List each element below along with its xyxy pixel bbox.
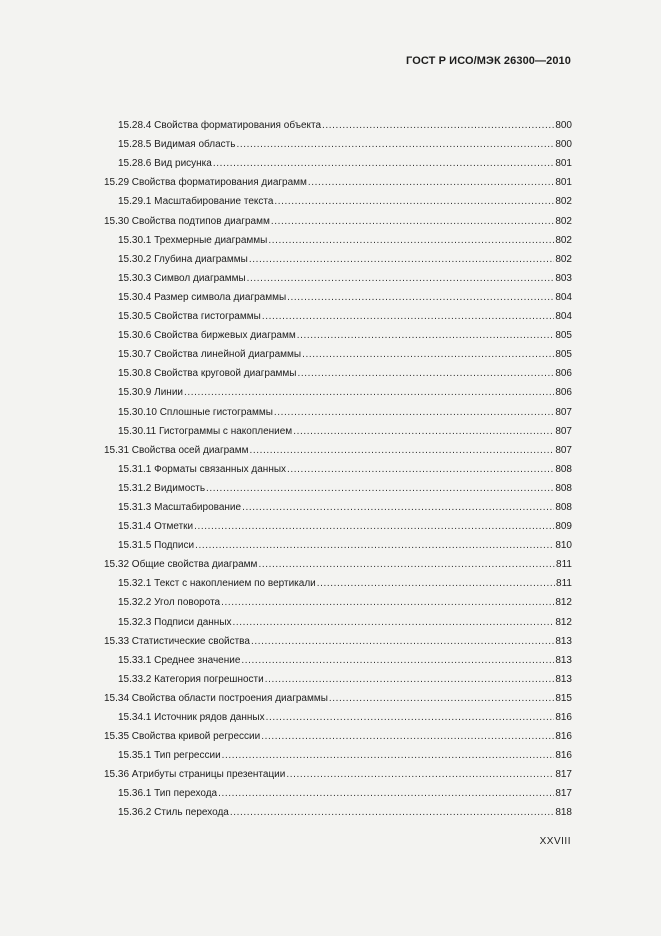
toc-entry-label: 15.31.2 Видимость <box>118 482 206 494</box>
toc-entry <box>0 441 661 460</box>
toc-entry-page: 808 <box>555 463 572 475</box>
toc-entry <box>0 364 661 383</box>
toc-entry-page: 813 <box>555 673 572 685</box>
toc-entry-page: 817 <box>555 788 572 800</box>
toc-entry-label: 15.33 Статистические свойства <box>104 635 250 647</box>
toc-entry <box>0 479 661 498</box>
toc-entry <box>0 612 661 631</box>
toc-leader-dots <box>329 693 554 705</box>
toc-entry-label: 15.31.5 Подписи <box>118 540 195 552</box>
toc-leader-dots <box>230 807 554 819</box>
toc-entry <box>0 727 661 746</box>
toc-entry-label: 15.30.11 Гистограммы с накоплением <box>118 425 293 437</box>
toc-leader-dots <box>274 196 554 208</box>
toc-entry <box>0 689 661 708</box>
toc-leader-dots <box>287 464 554 476</box>
toc-entry-label: 15.31.4 Отметки <box>118 521 194 533</box>
toc-leader-dots <box>261 731 554 743</box>
toc-entry-page: 817 <box>555 769 572 781</box>
toc-leader-dots <box>297 330 555 342</box>
toc-entry <box>0 460 661 479</box>
toc-entry <box>0 154 661 173</box>
toc-entry <box>0 555 661 574</box>
toc-entry-label: 15.28.4 Свойства форматирования объекта <box>118 120 322 132</box>
toc-entry <box>0 517 661 536</box>
toc-entry <box>0 746 661 765</box>
toc-entry <box>0 765 661 784</box>
toc-entry-page: 802 <box>555 215 572 227</box>
toc-entry-label: 15.30.6 Свойства биржевых диаграмм <box>118 330 296 342</box>
toc-entry <box>0 135 661 154</box>
toc-leader-dots <box>247 273 555 285</box>
toc-entry-page: 813 <box>555 654 572 666</box>
toc-entry <box>0 536 661 555</box>
toc-entry-page: 802 <box>555 234 572 246</box>
toc-entry <box>0 307 661 326</box>
toc-entry-page: 816 <box>555 712 572 723</box>
toc-entry-label: 15.30.9 Линии <box>118 387 183 399</box>
toc-entry <box>0 803 661 822</box>
toc-entry <box>0 784 661 803</box>
toc-entry-label: 15.30.4 Размер символа диаграммы <box>118 291 287 303</box>
toc-entry-label: 15.30.1 Трехмерные диаграммы <box>118 234 268 246</box>
toc-leader-dots <box>297 368 554 380</box>
toc-entry <box>0 632 661 651</box>
toc-entry-page: 801 <box>555 158 572 170</box>
toc-leader-dots <box>265 674 555 686</box>
toc-entry-label: 15.34.1 Источник рядов данных <box>118 712 265 723</box>
toc-leader-dots <box>308 177 554 189</box>
toc-entry <box>0 574 661 593</box>
toc-entry-label: 15.30.8 Свойства круговой диаграммы <box>118 368 297 380</box>
toc-leader-dots <box>233 617 555 629</box>
toc-entry-label: 15.36.2 Стиль перехода <box>118 807 229 819</box>
toc-leader-dots <box>274 407 554 419</box>
page-number: XXVIII <box>539 836 571 847</box>
toc-entry-page: 804 <box>555 291 572 303</box>
toc-entry-label: 15.28.5 Видимая область <box>118 139 236 151</box>
toc-entry <box>0 383 661 402</box>
toc-leader-dots <box>249 445 554 457</box>
toc-entry <box>0 498 661 517</box>
toc-entry <box>0 593 661 612</box>
toc-entry-label: 15.32.2 Угол поворота <box>118 597 221 609</box>
toc-leader-dots <box>184 387 554 399</box>
toc-entry-page: 818 <box>555 807 572 819</box>
toc-entry-page: 802 <box>555 253 572 265</box>
toc-leader-dots <box>222 750 555 762</box>
toc-entry-page: 812 <box>555 597 572 609</box>
toc-entry <box>0 116 661 135</box>
toc-entry-label: 15.31.3 Масштабирование <box>118 501 242 513</box>
toc-entry-label: 15.32.1 Текст с накоплением по вертикали <box>118 578 316 590</box>
toc-leader-dots <box>268 235 554 247</box>
toc-entry-label: 15.32 Общие свойства диаграмм <box>104 559 258 571</box>
document-header: ГОСТ Р ИСО/МЭК 26300—2010 <box>406 55 571 67</box>
toc-entry-label: 15.30.7 Свойства линейной диаграммы <box>118 349 302 361</box>
toc-entry-label: 15.29.1 Масштабирование текста <box>118 196 274 208</box>
toc-entry <box>0 422 661 441</box>
toc-entry-label: 15.30.5 Свойства гистограммы <box>118 311 261 323</box>
toc-entry <box>0 651 661 670</box>
toc-entry-page: 807 <box>555 444 572 456</box>
toc-entry <box>0 326 661 345</box>
toc-leader-dots <box>266 712 555 724</box>
toc-entry <box>0 211 661 230</box>
toc-entry-page: 813 <box>555 635 572 647</box>
toc-entry-page: 812 <box>555 616 572 628</box>
toc-entry-page: 805 <box>555 330 572 342</box>
toc-entry-page: 810 <box>555 540 572 552</box>
toc-entry-page: 809 <box>555 521 572 533</box>
toc-entry <box>0 670 661 689</box>
toc-entry-page: 811 <box>556 559 572 571</box>
toc-leader-dots <box>213 158 554 170</box>
toc-entry-label: 15.30.2 Глубина диаграммы <box>118 253 248 265</box>
toc-leader-dots <box>286 769 554 781</box>
toc-entry-label: 15.36 Атрибуты страницы презентации <box>104 769 286 781</box>
toc-leader-dots <box>293 426 554 438</box>
toc-entry-page: 801 <box>555 177 572 189</box>
toc-entry-page: 805 <box>555 349 572 361</box>
toc-entry-page: 808 <box>555 482 572 494</box>
toc-entry-label: 15.30 Свойства подтипов диаграмм <box>104 215 270 227</box>
toc-entry-page: 815 <box>555 692 572 704</box>
toc-entry-label: 15.28.6 Вид рисунка <box>118 158 212 170</box>
toc-entry-page: 808 <box>555 501 572 513</box>
toc-entry <box>0 402 661 421</box>
toc-entry <box>0 269 661 288</box>
toc-leader-dots <box>317 578 555 590</box>
toc-entry-label: 15.31.1 Форматы связанных данных <box>118 463 287 475</box>
toc-entry-label: 15.34 Свойства области построения диаграммы <box>104 692 328 704</box>
toc-entry-page: 806 <box>555 368 572 380</box>
toc-entry-page: 804 <box>555 311 572 323</box>
toc-entry-label: 15.30.10 Сплошные гистограммы <box>118 406 273 418</box>
toc-entry <box>0 250 661 269</box>
toc-leader-dots <box>271 216 554 228</box>
toc-leader-dots <box>258 559 555 571</box>
toc-leader-dots <box>241 655 554 667</box>
toc-entry-label: 15.30.3 Символ диаграммы <box>118 272 246 284</box>
toc-entry-label: 15.36.1 Тип перехода <box>118 788 218 800</box>
toc-leader-dots <box>251 636 554 648</box>
toc-leader-dots <box>302 349 554 361</box>
toc-entry-page: 811 <box>556 578 572 590</box>
toc-leader-dots <box>262 311 555 323</box>
toc-entry-label: 15.31 Свойства осей диаграмм <box>104 444 249 456</box>
toc-leader-dots <box>195 540 554 552</box>
toc-entry <box>0 231 661 250</box>
toc-entry <box>0 173 661 192</box>
toc-leader-dots <box>249 254 555 266</box>
toc-entry-page: 807 <box>555 425 572 437</box>
toc-entry-page: 816 <box>555 731 572 743</box>
toc-entry <box>0 288 661 307</box>
toc-entry-page: 802 <box>555 196 572 208</box>
table-of-contents <box>0 116 661 822</box>
toc-leader-dots <box>218 788 554 800</box>
toc-entry-page: 800 <box>555 139 572 151</box>
toc-entry-label: 15.35.1 Тип регрессии <box>118 750 221 762</box>
toc-leader-dots <box>206 483 554 495</box>
toc-entry-label: 15.29 Свойства форматирования диаграмм <box>104 177 307 189</box>
toc-entry-page: 803 <box>555 272 572 284</box>
toc-entry-label: 15.33.1 Среднее значение <box>118 654 241 666</box>
toc-entry <box>0 192 661 211</box>
toc-entry-page: 807 <box>555 406 572 418</box>
toc-entry-label: 15.33.2 Категория погрешности <box>118 673 264 685</box>
toc-entry <box>0 708 661 727</box>
toc-entry-label: 15.35 Свойства кривой регрессии <box>104 731 261 743</box>
toc-entry-page: 806 <box>555 387 572 399</box>
toc-entry <box>0 345 661 364</box>
toc-leader-dots <box>194 521 554 533</box>
toc-entry-page: 816 <box>555 750 572 762</box>
toc-leader-dots <box>322 120 554 132</box>
toc-entry-page: 800 <box>555 120 572 132</box>
toc-leader-dots <box>236 139 554 151</box>
toc-leader-dots <box>242 502 554 514</box>
toc-leader-dots <box>221 597 554 609</box>
toc-leader-dots <box>287 292 554 304</box>
toc-entry-label: 15.32.3 Подписи данных <box>118 616 232 628</box>
